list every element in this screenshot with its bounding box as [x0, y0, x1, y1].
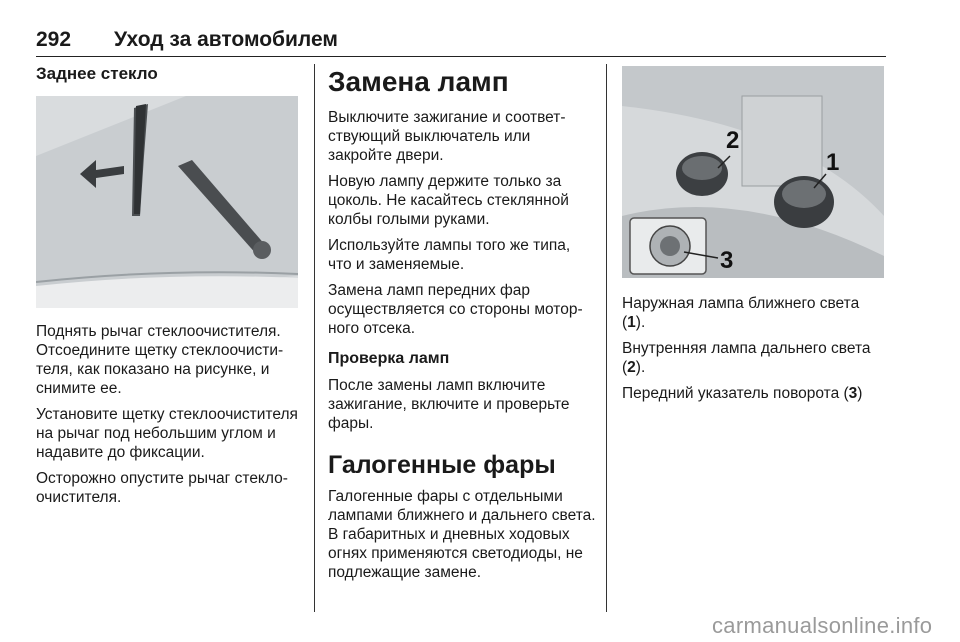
wiper-illustration — [36, 96, 298, 308]
paragraph: Поднять рычаг стеклоочистителя. Отсоедините щетку стеклоочистителя, как показано на рисунке, и снимите ее. — [36, 323, 284, 397]
paragraph: Используйте лампы того же типа, что и заменяемые. — [328, 237, 571, 273]
wiper-drawing — [36, 96, 298, 308]
paragraph: После замены ламп включите зажигание, включите и проверьте фары. — [328, 377, 570, 432]
left-column-text — [36, 322, 298, 514]
section-heading-halogen: Галогенные фары — [328, 451, 556, 479]
section-heading-lamp-replacement: Замена ламп — [328, 66, 509, 97]
left-column — [36, 64, 302, 92]
paragraph: Выключите зажигание и соответствующий выключатель или закройте двери. — [328, 109, 566, 164]
paragraph: Замена ламп передних фар осуществляется со стороны моторного отсека. — [328, 282, 583, 337]
section-heading-rear-window: Заднее стекло — [36, 64, 158, 83]
paragraph: Галогенные фары с отдельными лампами ближнего и дальнего света. В габаритных и дневных ходовых огнях применяются светодиоды, не подлежащие замене. — [328, 488, 596, 581]
watermark-link[interactable]: carmanualsonline.info — [712, 613, 933, 638]
headlamp-illustration — [622, 66, 884, 278]
subheading-lamp-check: Проверка ламп — [328, 350, 450, 367]
callout-2: 2 — [726, 127, 740, 154]
paragraph: Новую лампу держите только за цоколь. Не касайтесь стеклянной колбы голыми руками. — [328, 173, 569, 228]
column-divider-left — [314, 64, 315, 612]
page-number: 292 — [36, 28, 72, 51]
legend-item-2: Внутренняя лампа дальнего света (2). — [622, 340, 871, 376]
legend-item-1: Наружная лампа ближнего света (1). — [622, 295, 860, 331]
legend-item-3: Передний указатель поворота (3) — [622, 385, 863, 402]
paragraph: Установите щетку стеклоочистителя на рычаг под небольшим углом и надавите до фиксации. — [36, 406, 298, 461]
middle-column — [328, 66, 598, 589]
callout-1: 1 — [826, 149, 840, 176]
page-header — [36, 26, 886, 57]
headlamp-drawing — [622, 66, 884, 278]
paragraph: Осторожно опустите рычаг стеклоочистителя. — [36, 470, 288, 506]
column-divider-right — [606, 64, 607, 612]
right-column-text — [622, 294, 884, 410]
callout-3: 3 — [720, 247, 734, 274]
running-title: Уход за автомобилем — [114, 28, 338, 51]
